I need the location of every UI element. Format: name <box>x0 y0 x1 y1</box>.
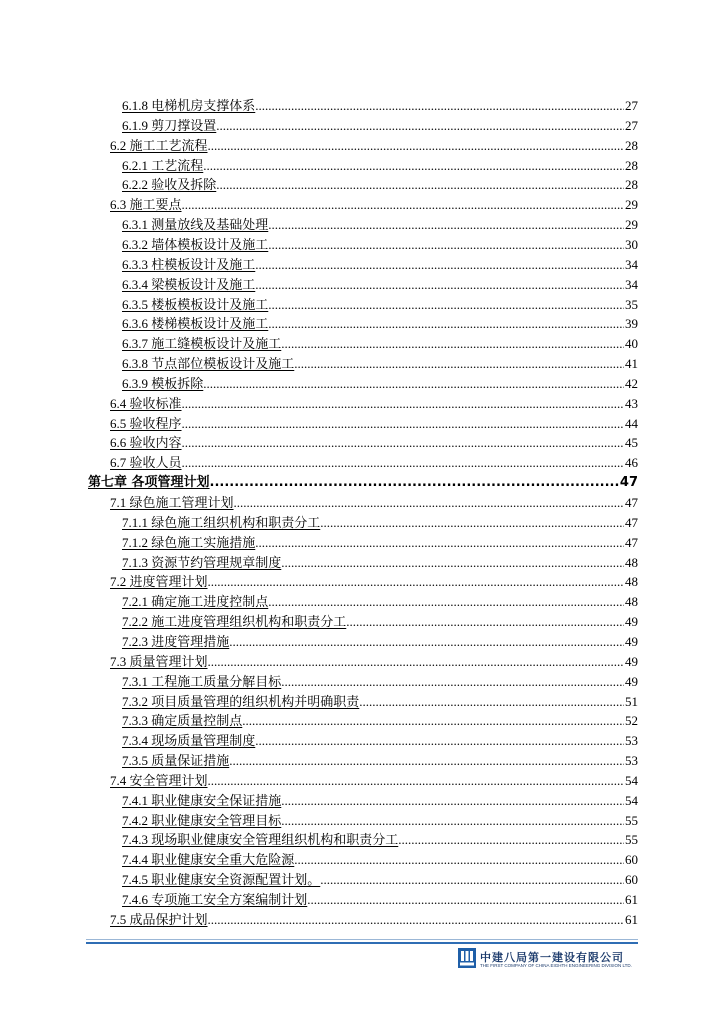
toc-entry-title[interactable]: 7.4.4 职业健康安全重大危险源 <box>122 852 295 868</box>
toc-dot-leader <box>182 433 624 453</box>
toc-page-number: 48 <box>625 554 638 570</box>
toc-dot-leader <box>255 731 624 751</box>
toc-entry[interactable] <box>122 156 638 176</box>
toc-dot-leader <box>203 156 624 176</box>
toc-entry[interactable] <box>122 96 638 116</box>
toc-entry-title[interactable]: 7.4.5 职业健康安全资源配置计划。 <box>122 872 321 888</box>
toc-dot-leader <box>255 255 624 275</box>
toc-dot-leader <box>216 175 624 195</box>
toc-dot-leader <box>294 850 624 870</box>
toc-dot-leader <box>281 811 624 831</box>
footer-rule-thin <box>86 939 638 940</box>
toc-entry[interactable] <box>110 433 638 453</box>
toc-entry[interactable] <box>122 553 638 573</box>
toc-entry[interactable] <box>122 632 638 652</box>
toc-entry[interactable] <box>122 811 638 831</box>
toc-entry-title[interactable]: 7.4.2 职业健康安全管理目标 <box>122 812 282 828</box>
toc-dot-leader <box>320 513 624 533</box>
toc-page-number: 60 <box>625 872 638 888</box>
toc-entry[interactable] <box>122 711 638 731</box>
toc-dot-leader <box>255 533 624 553</box>
toc-page-number: 47 <box>625 514 638 530</box>
toc-page-number: 45 <box>625 435 638 451</box>
toc-dot-leader <box>281 553 624 573</box>
toc-page-number: 34 <box>625 256 638 272</box>
toc-entry-title[interactable]: 6.6 验收内容 <box>110 435 182 451</box>
toc-entry-title[interactable]: 6.4 验收标准 <box>110 395 182 411</box>
toc-page-number: 42 <box>625 375 638 391</box>
toc-entry[interactable] <box>122 533 638 553</box>
toc-entry[interactable] <box>122 692 638 712</box>
toc-dot-leader <box>281 791 624 811</box>
toc-entry-title[interactable]: 7.1.1 绿色施工组织机构和职责分工 <box>122 514 321 530</box>
toc-entry-title[interactable]: 6.2.1 工艺流程 <box>122 157 204 173</box>
toc-entry-title[interactable]: 7.3.2 项目质量管理的组织机构并明确职责 <box>122 693 360 709</box>
toc-dot-leader <box>208 652 624 672</box>
toc-page-number: 47 <box>625 495 638 510</box>
toc-dot-leader <box>216 116 624 136</box>
toc-entry-title[interactable]: 7.5 成品保护计划 <box>110 911 208 927</box>
toc-dot-leader <box>281 672 624 692</box>
toc-dot-leader <box>359 692 624 712</box>
toc-page-number: 49 <box>625 633 638 649</box>
toc-entry[interactable] <box>122 612 638 632</box>
toc-entry-title[interactable]: 7.2.2 施工进度管理组织机构和职责分工 <box>122 614 347 630</box>
toc-entry-title[interactable]: 6.3.1 测量放线及基础处理 <box>122 217 269 233</box>
toc-entry[interactable] <box>122 334 638 354</box>
toc-page-number: 53 <box>625 753 638 769</box>
toc-page-number: 28 <box>625 177 638 193</box>
toc-dot-leader <box>255 96 624 116</box>
toc-dot-leader <box>182 414 624 434</box>
toc-dot-leader <box>268 592 624 612</box>
toc-page-number: 47 <box>625 534 638 550</box>
toc-entry[interactable] <box>110 195 638 215</box>
toc-page-number: 40 <box>625 336 638 352</box>
toc-entry[interactable] <box>122 235 638 255</box>
toc-page-number: 61 <box>625 911 638 927</box>
toc-entry[interactable] <box>122 751 638 771</box>
toc-entry-title[interactable]: 6.3.4 梁模板设计及施工 <box>122 276 256 292</box>
toc-dot-leader <box>281 334 624 354</box>
toc-dot-leader <box>234 493 624 513</box>
toc-page-number: 55 <box>625 832 638 848</box>
toc-entry[interactable] <box>122 354 638 374</box>
toc-entry-title[interactable]: 7.3.5 质量保证措施 <box>122 753 230 769</box>
toc-dot-leader <box>182 394 624 414</box>
toc-entry[interactable] <box>122 295 638 315</box>
toc-dot-leader <box>203 374 624 394</box>
toc-chapter-entry[interactable] <box>88 473 638 493</box>
toc-entry[interactable] <box>110 771 638 791</box>
company-name-en: THE FIRST COMPANY OF CHINA EIGHTH ENGINEERING DIVISION LTD. <box>480 963 632 968</box>
toc-entry-title[interactable]: 6.3.2 墙体模板设计及施工 <box>122 236 269 252</box>
toc-page-number: 28 <box>625 157 638 173</box>
toc-page-number: 53 <box>625 733 638 749</box>
footer-rule-thick <box>86 942 638 944</box>
toc-entry[interactable] <box>110 136 638 156</box>
toc-entry[interactable] <box>122 175 638 195</box>
toc-entry-title[interactable]: 6.3.6 楼梯模板设计及施工 <box>122 316 269 332</box>
toc-entry[interactable] <box>110 572 638 592</box>
toc-entry[interactable] <box>122 672 638 692</box>
toc-entry[interactable] <box>110 394 638 414</box>
toc-entry-title[interactable]: 7.2.1 确定施工进度控制点 <box>122 594 269 610</box>
toc-dot-leader <box>346 612 624 632</box>
toc-entry-title[interactable]: 6.2.2 验收及拆除 <box>122 177 217 193</box>
toc-dot-leader <box>229 632 624 652</box>
toc-entry-title[interactable]: 6.5 验收程序 <box>110 415 182 431</box>
toc-entry-title[interactable]: 第七章 各项管理计划 <box>88 475 210 491</box>
toc-entry[interactable] <box>122 890 638 910</box>
toc-dot-leader <box>268 235 624 255</box>
toc-page-number: 44 <box>625 415 638 431</box>
toc-entry-title[interactable]: 7.1 绿色施工管理计划 <box>110 495 234 510</box>
toc-dot-leader <box>268 295 624 315</box>
toc-entry[interactable] <box>122 830 638 850</box>
toc-entry-title[interactable]: 7.3.1 工程施工质量分解目标 <box>122 673 282 689</box>
toc-page-number: 30 <box>625 236 638 252</box>
toc-entry[interactable] <box>122 275 638 295</box>
toc-page-number: 28 <box>625 137 638 153</box>
toc-page-number: 48 <box>625 594 638 610</box>
toc-page-number: 49 <box>625 673 638 689</box>
toc-entry-title[interactable]: 7.2.3 进度管理措施 <box>122 633 230 649</box>
toc-entry-title[interactable]: 6.2 施工工艺流程 <box>110 137 208 153</box>
toc-entry-title[interactable]: 6.3.7 施工缝模板设计及施工 <box>122 336 282 352</box>
toc-entry-title[interactable]: 6.3.8 节点部位模板设计及施工 <box>122 356 295 372</box>
toc-entry-title[interactable]: 7.4.1 职业健康安全保证措施 <box>122 792 282 808</box>
toc-entry-title[interactable]: 6.3.3 柱模板设计及施工 <box>122 256 256 272</box>
toc-entry[interactable] <box>122 731 638 751</box>
toc-dot-leader <box>182 195 624 215</box>
toc-entry-title[interactable]: 7.1.2 绿色施工实施措施 <box>122 534 256 550</box>
toc-page-number: 47 <box>619 475 638 491</box>
toc-dot-leader <box>242 711 624 731</box>
toc-entry-title[interactable]: 6.3 施工要点 <box>110 197 182 213</box>
toc-entry[interactable] <box>122 791 638 811</box>
toc-page-number: 49 <box>625 614 638 630</box>
toc-page-number: 41 <box>625 356 638 372</box>
toc-entry[interactable] <box>110 493 638 513</box>
toc-entry-title[interactable]: 7.4.6 专项施工安全方案编制计划 <box>122 892 308 907</box>
toc-entry-title[interactable]: 7.3.4 现场质量管理制度 <box>122 733 256 749</box>
toc-entry-title[interactable]: 7.3.3 确定质量控制点 <box>122 713 243 729</box>
toc-entry-title[interactable]: 6.1.9 剪刀撑设置 <box>122 117 217 133</box>
toc-dot-leader <box>255 275 624 295</box>
toc-page-number: 29 <box>625 217 638 233</box>
toc-entry[interactable] <box>122 374 638 394</box>
toc-dot-leader <box>208 910 624 930</box>
toc-page-number: 43 <box>625 395 638 411</box>
toc-dot-leader <box>182 453 624 473</box>
toc-page-number: 35 <box>625 296 638 312</box>
toc-page-number: 27 <box>625 98 638 113</box>
toc-dot-leader <box>268 215 624 235</box>
toc-entry[interactable] <box>122 255 638 275</box>
company-logo-icon <box>458 948 476 968</box>
toc-dot-leader <box>320 870 624 890</box>
toc-entry[interactable] <box>122 215 638 235</box>
toc-entry[interactable] <box>110 453 638 473</box>
toc-page-number: 61 <box>625 892 638 907</box>
toc-entry-title[interactable]: 7.3 质量管理计划 <box>110 653 208 669</box>
toc-entry-title[interactable]: 6.7 验收人员 <box>110 455 182 471</box>
toc-dot-leader <box>208 771 624 791</box>
toc-entry-title[interactable]: 7.4.3 现场职业健康安全管理组织机构和职责分工 <box>122 832 399 848</box>
toc-dot-leader <box>208 136 624 156</box>
toc-page-number: 49 <box>625 653 638 669</box>
toc-entry-title[interactable]: 7.4 安全管理计划 <box>110 772 208 788</box>
toc-page-number: 54 <box>625 792 638 808</box>
toc-page-number: 60 <box>625 852 638 868</box>
toc-entry[interactable] <box>122 870 638 890</box>
toc-entry[interactable] <box>122 314 638 334</box>
toc-dot-leader <box>229 751 624 771</box>
toc-entry[interactable] <box>122 116 638 136</box>
toc-dot-leader <box>208 572 624 592</box>
toc-entry[interactable] <box>110 414 638 434</box>
toc-dot-leader <box>307 890 624 910</box>
toc-page-number: 51 <box>625 693 638 709</box>
toc-dot-leader <box>398 830 624 850</box>
toc-page-number: 27 <box>625 117 638 133</box>
toc-entry-title[interactable]: 6.3.9 模板拆除 <box>122 375 204 391</box>
company-name-cn: 中建八局第一建设有限公司 <box>480 951 624 964</box>
toc-page-number: 55 <box>625 812 638 828</box>
toc-entry-title[interactable]: 6.3.5 楼板模板设计及施工 <box>122 296 269 312</box>
toc-entry[interactable] <box>122 513 638 533</box>
toc-page-number: 52 <box>625 713 638 729</box>
toc-entry[interactable] <box>122 592 638 612</box>
toc-page-number: 46 <box>625 455 638 471</box>
toc-page-number: 34 <box>625 276 638 292</box>
toc-dot-leader <box>268 314 624 334</box>
toc-page-number: 39 <box>625 316 638 332</box>
toc-page-number: 48 <box>625 574 638 590</box>
toc-entry[interactable] <box>110 910 638 930</box>
toc-page-number: 54 <box>625 772 638 788</box>
toc-entry[interactable] <box>122 850 638 870</box>
toc-entry-title[interactable]: 7.2 进度管理计划 <box>110 574 208 590</box>
toc-page-number: 29 <box>625 197 638 213</box>
toc-dot-leader <box>210 473 619 493</box>
toc-dot-leader <box>294 354 624 374</box>
toc-entry-title[interactable]: 6.1.8 电梯机房支撑体系 <box>122 98 256 113</box>
toc-entry-title[interactable]: 7.1.3 资源节约管理规章制度 <box>122 554 282 570</box>
toc-entry[interactable] <box>110 652 638 672</box>
